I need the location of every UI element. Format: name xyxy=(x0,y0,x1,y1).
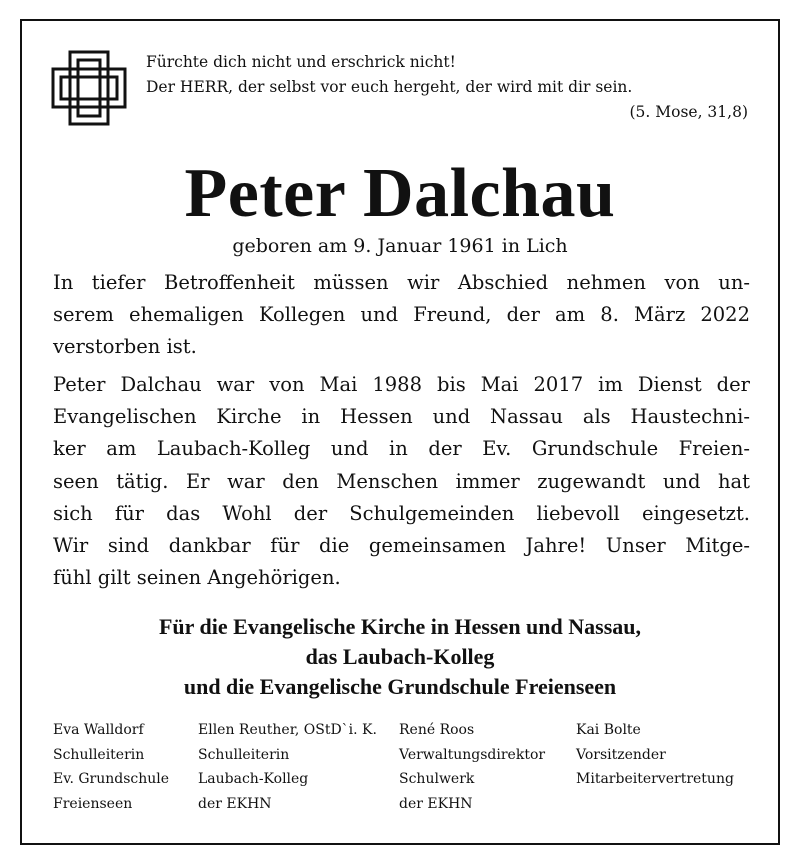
paragraph-tribute xyxy=(53,369,750,594)
paragraph-line: In tiefer Betroffenheit müssen wir Abschied nehmen von un- xyxy=(53,271,750,294)
signature-title: Schulleiterin xyxy=(198,746,290,763)
signature-org: Ev. Grundschule xyxy=(53,771,170,787)
verse-line-2: Der HERR, der selbst vor euch hergeht, der wird mit dir sein. xyxy=(146,78,633,96)
signature-name: Eva Walldorf xyxy=(53,722,144,738)
paragraph-line: verstorben ist. xyxy=(53,335,197,359)
signature-title: Schulleiterin xyxy=(53,746,145,763)
sender-line: das Laubach-Kolleg xyxy=(305,644,495,669)
signature-bolte xyxy=(576,718,734,792)
signature-org: Freienseen xyxy=(53,795,133,812)
sender-block xyxy=(0,612,800,702)
paragraph-line: Peter Dalchau war von Mai 1988 bis Mai 2017 im Dienst der xyxy=(53,373,750,396)
paragraph-line: sich für das Wohl der Schulgemeinden liebevoll eingesetzt. xyxy=(53,501,750,525)
signature-org: Laubach-Kolleg xyxy=(198,771,309,787)
signature-reuther xyxy=(198,718,377,816)
sender-line: Für die Evangelische Kirche in Hessen und Nassau, xyxy=(158,614,642,639)
signature-org: der EKHN xyxy=(399,795,473,812)
signature-walldorf xyxy=(53,718,169,816)
signature-title: Verwaltungsdirektor xyxy=(399,746,546,763)
signature-title: Vorsitzender xyxy=(576,746,666,763)
verse-reference: (5. Mose, 31,8) xyxy=(629,103,748,121)
paragraph-line: ker am Laubach-Kolleg und in der Ev. Grundschule Freien- xyxy=(53,437,750,461)
cross-icon xyxy=(51,50,127,126)
sender-line: und die Evangelische Grundschule Freienseen xyxy=(183,674,617,699)
signature-org: Mitarbeitervertretung xyxy=(576,771,734,787)
bible-verse xyxy=(146,50,748,125)
verse-line-1: Fürchte dich nicht und erschrick nicht! xyxy=(146,53,456,71)
paragraph-line: serem ehemaligen Kollegen und Freund, der am 8. März 2022 xyxy=(53,303,750,327)
signature-org: der EKHN xyxy=(198,795,272,812)
signature-roos xyxy=(399,718,545,816)
signature-name: Kai Bolte xyxy=(576,722,641,738)
signature-name: René Roos xyxy=(399,722,475,738)
birth-info: geboren am 9. Januar 1961 in Lich xyxy=(232,235,568,257)
paragraph-line: fühl gilt seinen Angehörigen. xyxy=(53,566,341,590)
paragraph-line: Evangelischen Kirche in Hessen und Nassau als Haustechni- xyxy=(53,405,750,429)
signatures xyxy=(0,718,800,828)
deceased-name: Peter Dalchau xyxy=(184,155,616,232)
signature-org: Schulwerk xyxy=(399,771,475,787)
paragraph-farewell xyxy=(53,267,750,364)
paragraph-line: seen tätig. Er war den Menschen immer zugewandt und hat xyxy=(53,469,750,493)
signature-name: Ellen Reuther, OStD`i. K. xyxy=(198,722,377,738)
paragraph-line: Wir sind dankbar für die gemeinsamen Jahre! Unser Mitge- xyxy=(53,534,750,558)
